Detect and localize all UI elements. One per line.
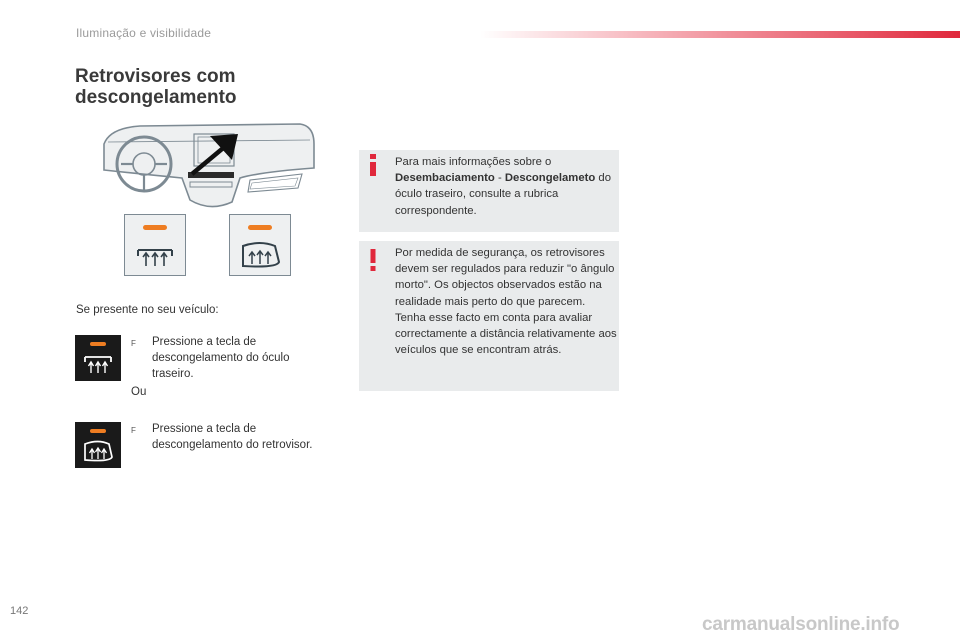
info-icon [368, 154, 378, 176]
step-text: Pressione a tecla de descongelamento do óculo traseiro. [152, 336, 290, 380]
warning-text: Por medida de segurança, os retrovisores devem ser regulados para reduzir "o ângulo morto". Os objectos observados estão na realidade mais perto do que parecem. Tenha esse facto em conta para avaliar correctamente a distância relativamente aos veículos que se encontram atrás. [395, 247, 617, 357]
dashboard-illustration [100, 122, 318, 214]
info-text: Para mais informações sobre o Desembaciamento - Descongelameto do óculo traseiro, consulte a rubrica correspondente. [395, 156, 612, 217]
step-text: Pressione a tecla de descongelamento do retrovisor. [152, 423, 313, 451]
page-title: Retrovisores com descongelamento [75, 66, 237, 108]
step-rear-defrost [131, 334, 331, 382]
page-number: 142 [10, 605, 29, 617]
step-mirror-defrost [131, 421, 331, 453]
bullet-arrow-icon: F [131, 339, 136, 348]
bullet-arrow-icon: F [131, 426, 136, 435]
mirror-defrost-key-icon [75, 422, 121, 468]
warning-icon [369, 249, 377, 271]
rear-defrost-key-icon [75, 335, 121, 381]
rear-defrost-button-illustration [124, 214, 186, 276]
info-box [359, 150, 619, 232]
header-accent-bar [480, 31, 960, 38]
warning-box [359, 241, 619, 391]
or-text: Ou [131, 386, 147, 398]
mirror-defrost-button-illustration [229, 214, 291, 276]
watermark: carmanualsonline.info [702, 614, 900, 635]
intro-text: Se presente no seu veículo: [76, 304, 219, 316]
section-title: Iluminação e visibilidade [76, 26, 212, 40]
